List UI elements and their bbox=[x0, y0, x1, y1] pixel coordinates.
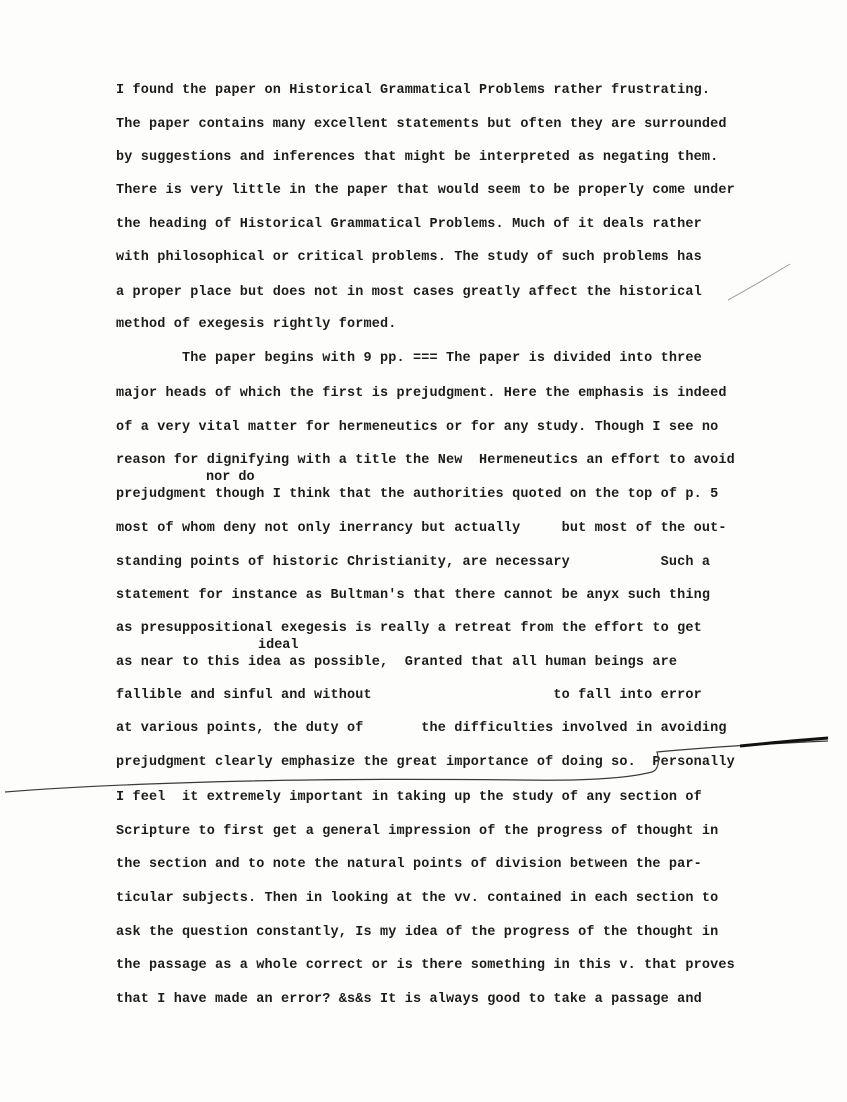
text-line: prejudgment clearly emphasize the great importance of doing so. Personally bbox=[116, 755, 735, 770]
text-line: reason for dignifying with a title the New Hermeneutics an effort to avoid bbox=[116, 453, 735, 468]
text-line: statement for instance as Bultman's that there cannot be anyx such thing bbox=[116, 588, 711, 603]
text-line: Scripture to first get a general impression of the progress of thought in bbox=[116, 824, 719, 839]
text-line: most of whom deny not only inerrancy but actually but most of the out- bbox=[116, 521, 727, 536]
text-line: a proper place but does not in most cases greatly affect the historical bbox=[116, 285, 702, 300]
text-line: as near to this idea as possible, Granted that all human beings are bbox=[116, 655, 678, 670]
text-line: the passage as a whole correct or is there something in this v. that proves bbox=[116, 958, 735, 973]
text-line: The paper contains many excellent statements but often they are surrounded bbox=[116, 117, 727, 132]
heavy-pen-stroke bbox=[740, 738, 828, 746]
text-line: with philosophical or critical problems. The study of such problems has bbox=[116, 250, 702, 265]
interlinear-correction: nor do bbox=[206, 470, 255, 485]
text-line: There is very little in the paper that would seem to be properly come under bbox=[116, 183, 735, 198]
text-line: that I have made an error? &s&s It is always good to take a passage and bbox=[116, 992, 702, 1007]
text-line: by suggestions and inferences that might be interpreted as negating them. bbox=[116, 150, 719, 165]
text-line: I feel it extremely important in taking up the study of any section of bbox=[116, 790, 702, 805]
margin-pen-stroke bbox=[728, 264, 790, 300]
text-line: The paper begins with 9 pp. === The paper is divided into three bbox=[116, 351, 702, 366]
text-line: ticular subjects. Then in looking at the vv. contained in each section to bbox=[116, 891, 719, 906]
text-line: the heading of Historical Grammatical Problems. Much of it deals rather bbox=[116, 217, 702, 232]
text-line: prejudgment though I think that the authorities quoted on the top of p. 5 bbox=[116, 487, 719, 502]
text-line: major heads of which the first is prejudgment. Here the emphasis is indeed bbox=[116, 386, 727, 401]
text-line: at various points, the duty of the difficulties involved in avoiding bbox=[116, 721, 727, 736]
text-line: fallible and sinful and without to fall into error bbox=[116, 688, 702, 703]
text-line: of a very vital matter for hermeneutics or for any study. Though I see no bbox=[116, 420, 719, 435]
text-line: ask the question constantly, Is my idea of the progress of the thought in bbox=[116, 925, 719, 940]
text-line: standing points of historic Christianity, are necessary Such a bbox=[116, 555, 711, 570]
text-line: as presuppositional exegesis is really a retreat from the effort to get bbox=[116, 621, 702, 636]
text-line: I found the paper on Historical Grammatical Problems rather frustrating. bbox=[116, 83, 711, 98]
text-line: method of exegesis rightly formed. bbox=[116, 317, 397, 332]
interlinear-correction: ideal bbox=[258, 638, 299, 653]
text-line: the section and to note the natural points of division between the par- bbox=[116, 857, 702, 872]
